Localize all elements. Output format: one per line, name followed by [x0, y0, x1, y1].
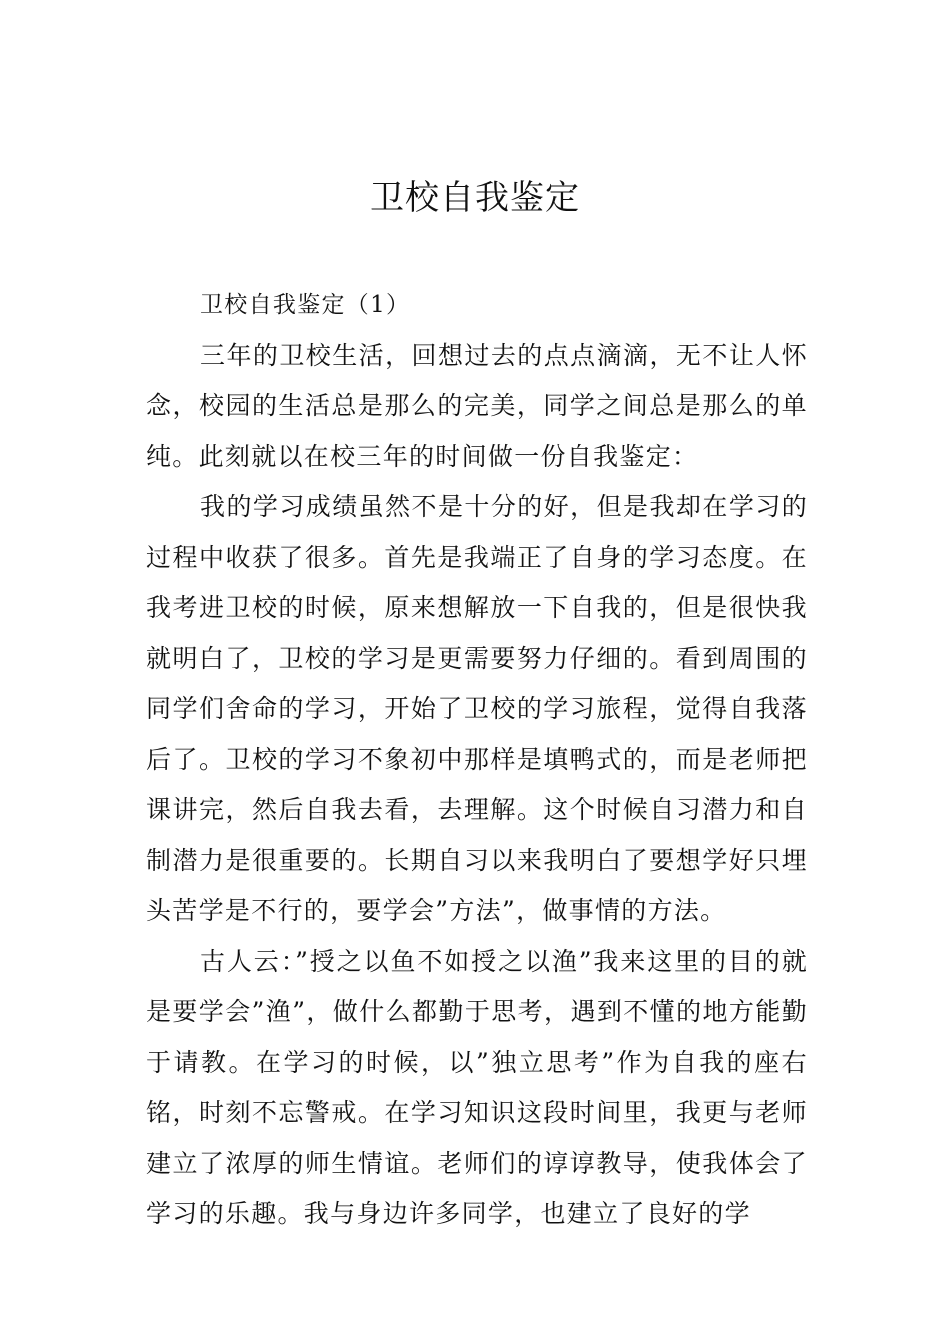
document-title: 卫校自我鉴定 — [370, 178, 580, 218]
paragraph-1: 三年的卫校生活，回想过去的点点滴滴，无不让人怀念，校园的生活总是那么的完美，同学之间总是那么的单纯。此刻就以在校三年的时间做一份自我鉴定： — [146, 340, 808, 471]
section-heading: 卫校自我鉴定（1） — [200, 292, 411, 318]
paragraph-3: 古人云：”授之以鱼不如授之以渔”我来这里的目的就是要学会”渔”，做什么都勤于思考，遇到不懂的地方能勤于请教。在学习的时候，以”独立思考”作为自我的座右铭，时刻不忘警戒。在学习知识这段时间里，我更与老师建立了浓厚的师生情谊。老师们的谆谆教导，使我体会了学习的乐趣。我与身边许多同学，也建立了良好的学 — [146, 946, 808, 1228]
paragraph-2: 我的学习成绩虽然不是十分的好，但是我却在学习的过程中收获了很多。首先是我端正了自身的学习态度。在我考进卫校的时候，原来想解放一下自我的，但是很快我就明白了，卫校的学习是更需要努力仔细的。看到周围的同学们舍命的学习，开始了卫校的学习旅程，觉得自我落后了。卫校的学习不象初中那样是填鸭式的，而是老师把课讲完，然后自我去看，去理解。这个时候自习潜力和自制潜力是很重要的。长期自习以来我明白了要想学好只埋头苦学是不行的，要学会”方法”，做事情的方法。 — [146, 492, 808, 925]
document-body — [146, 280, 808, 1240]
